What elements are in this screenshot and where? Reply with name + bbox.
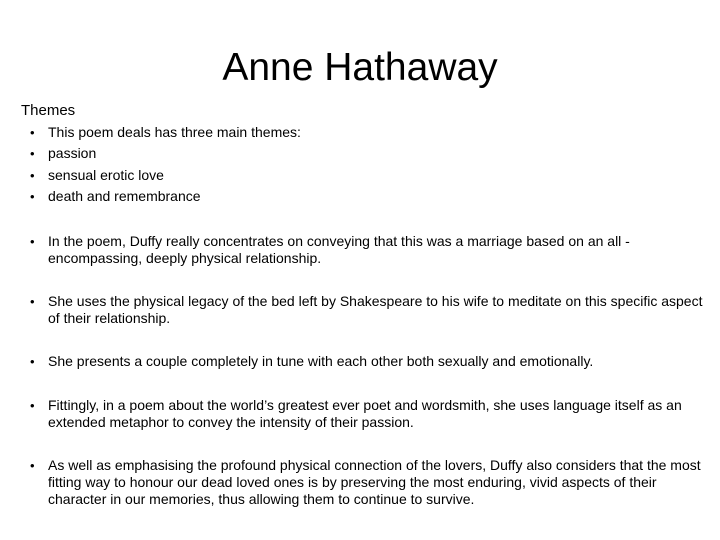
bullet-text: In the poem, Duffy really concentrates on conveying that this was a marriage based on an all - encompassing, deeply physical relationship. — [48, 233, 630, 266]
bullet-dot-icon: • — [30, 234, 35, 249]
bullet-dot-icon: • — [30, 354, 35, 369]
bullet-item — [21, 353, 711, 370]
bullet-item — [21, 457, 711, 508]
bullet-text: She uses the physical legacy of the bed left by Shakespeare to his wife to meditate on this specific aspect of their relationship. — [48, 293, 703, 326]
bullet-item — [21, 233, 711, 267]
bullet-dot-icon: • — [30, 398, 35, 413]
bullet-text: Fittingly, in a poem about the world’s greatest ever poet and wordsmith, she uses language itself as an extended metaphor to convey the intensity of their passion. — [48, 397, 682, 430]
bullet-item — [21, 145, 711, 162]
bullet-item — [21, 188, 711, 205]
bullet-dot-icon: • — [30, 458, 35, 473]
bullet-item — [21, 397, 711, 431]
bullet-dot-icon: • — [30, 168, 35, 183]
bullet-dot-icon: • — [30, 189, 35, 204]
bullet-item — [21, 124, 711, 141]
themes-heading: Themes — [21, 102, 76, 119]
bullet-text: As well as emphasising the profound physical connection of the lovers, Duffy also considers that the most fitting way to honour our dead loved ones is by preserving the most enduring, vivid aspects of their character in our memories, thus allowing them to continue to survive. — [48, 457, 701, 507]
bullet-text: She presents a couple completely in tune with each other both sexually and emotionally. — [48, 353, 594, 369]
bullet-item — [21, 167, 711, 184]
bullet-dot-icon: • — [30, 125, 35, 140]
bullet-item — [21, 293, 711, 327]
bullet-text: death and remembrance — [48, 188, 201, 204]
slide-title: Anne Hathaway — [222, 46, 498, 89]
bullet-text: This poem deals has three main themes: — [48, 124, 301, 140]
bullet-text: sensual erotic love — [48, 167, 164, 183]
bullet-dot-icon: • — [30, 146, 35, 161]
bullet-text: passion — [48, 145, 97, 161]
bullet-dot-icon: • — [30, 294, 35, 309]
